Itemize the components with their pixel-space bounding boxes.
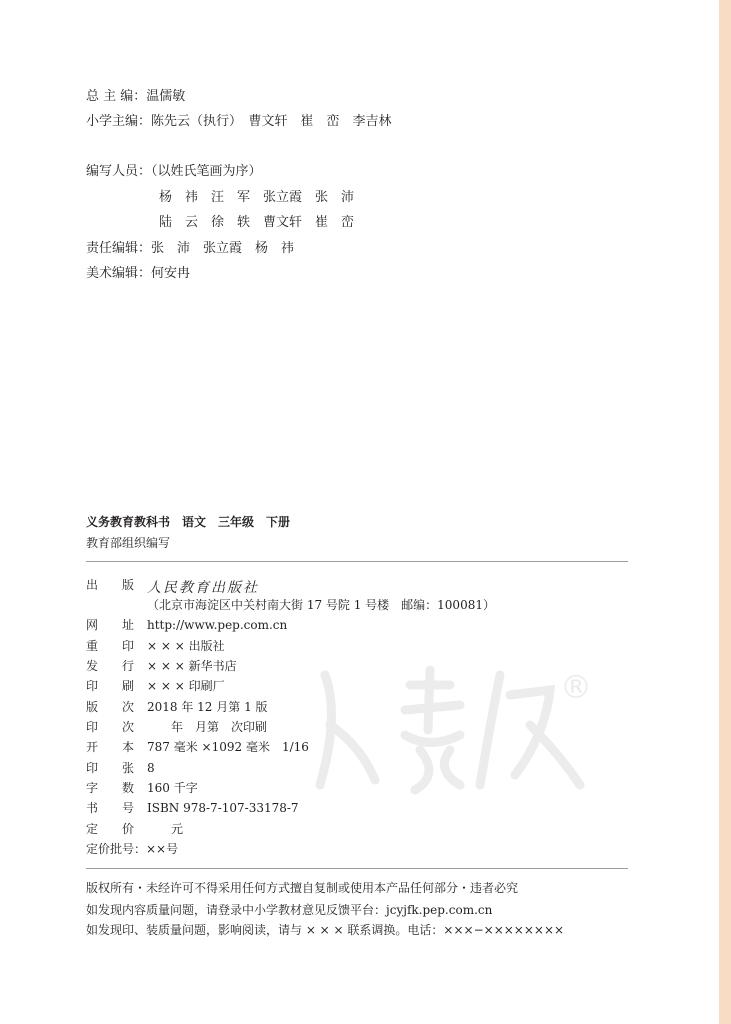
imprint-value: × × × 新华书店 [147,659,237,673]
book-title: 义务教育教科书 语文 三年级 下册 [86,515,291,529]
art-editor-line: 美术编辑：何安冉 [86,266,191,281]
imprint-value: ISBN 978-7-107-33178-7 [147,801,299,815]
imprint-label: 网 址 [86,618,135,632]
primary-editor-line: 小学主编：陈先云（执行） 曹文轩 崔 峦 李吉林 [86,114,392,129]
imprint-label: 发 行 [86,659,135,673]
feedback-notice: 如发现内容质量问题，请登录中小学教材意见反馈平台：jcyjfk.pep.com.cn [86,903,493,917]
copyright-notice: 版权所有・未经许可不得采用任何方式擅自复制或使用本产品任何部分・违者必究 [86,881,519,895]
imprint-value: 年 月第 次印刷 [147,720,268,734]
responsible-editor-line: 责任编辑：张 沛 张立霞 杨 祎 [86,241,295,256]
side-color-strip [719,0,731,1024]
writers-line-1: 杨 祎 汪 军 张立霞 张 沛 [159,190,355,205]
imprint-label: 定 价 [86,822,135,836]
imprint-label: 重 印 [86,639,135,653]
imprint-value: 8 [147,761,155,775]
divider-bottom [86,868,628,869]
imprint-value: http://www.pep.com.cn [147,618,288,632]
imprint-value: （北京市海淀区中关村南大街 17 号院 1 号楼 邮编：100081） [147,598,495,612]
writers-line-2: 陆 云 徐 轶 曹文轩 崔 峦 [159,215,355,230]
publisher-logo: 人民教育出版社 [147,580,259,596]
imprint-label: 版 次 [86,700,135,714]
imprint-value: × × × 出版社 [147,639,225,653]
chief-editor-line: 总 主 编：温儒敏 [86,89,186,104]
compiled-by: 教育部组织编写 [86,536,171,550]
imprint-value: ××号 [146,842,179,856]
imprint-label: 开 本 [86,740,135,754]
imprint-label: 书 号 [86,801,135,815]
imprint-value: 2018 年 12 月第 1 版 [147,700,268,714]
imprint-label: 印 张 [86,761,135,775]
divider-top [86,561,628,562]
imprint-label: 定价批号： [86,842,147,856]
imprint-value: 160 千字 [147,781,198,795]
imprint-label: 印 刷 [86,679,135,693]
registered-mark: ® [560,668,592,706]
service-notice: 如发现印、装质量问题，影响阅读，请与 × × × 联系调换。电话：×××−×××××××× [86,923,565,937]
imprint-label: 出 版 [86,578,135,592]
imprint-value: 787 毫米 ×1092 毫米 1/16 [147,740,309,754]
publisher-watermark [300,655,600,800]
imprint-label: 字 数 [86,781,135,795]
imprint-value: × × × 印刷厂 [147,679,225,693]
imprint-value: 元 [147,822,184,836]
imprint-label: 印 次 [86,720,135,734]
writers-label: 编写人员：（以姓氏笔画为序） [86,164,262,179]
